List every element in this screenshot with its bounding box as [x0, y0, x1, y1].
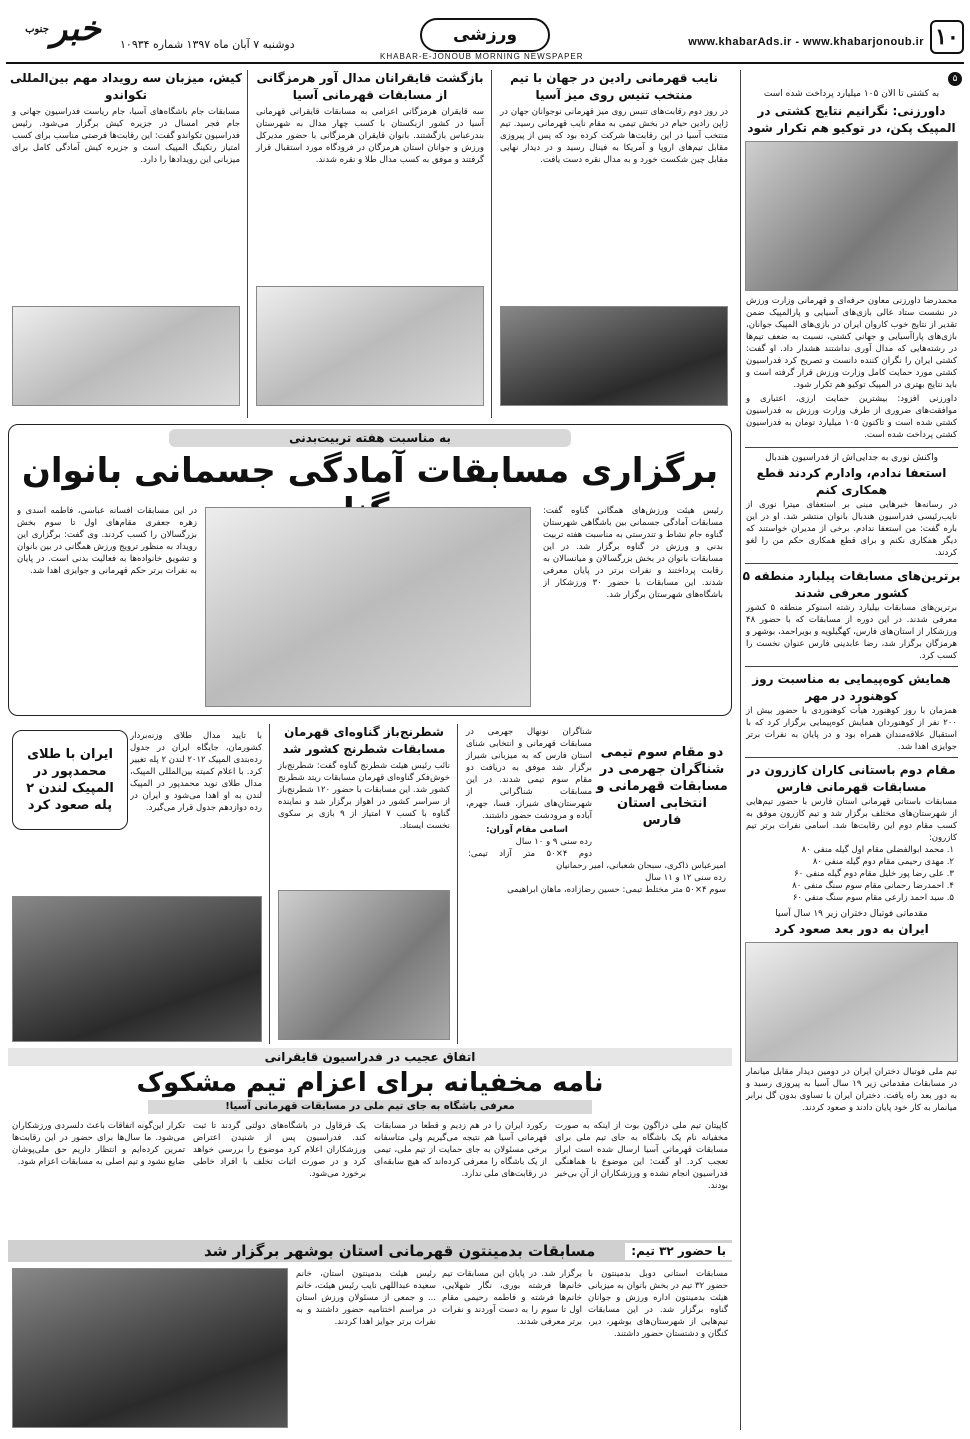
article-body: در این مسابقات افسانه عباسی، فاطمه اسدی و زهره جعفری مقام‌های اول تا سوم بخش بزرگسالان را کسب کردند. وی گفت: برگزاری این رویداد به منظور ترویج ورزش همگانی در بین بانوان و تشویق خانواده‌ها به فعالیت بدنی است. در پایان به نفرات برتر حکم قهرمانی و جوایزی اهدا شد.: [17, 506, 197, 576]
kicker: به کشتی تا الان ۱۰۵ میلیارد پرداخت شده است: [763, 89, 940, 99]
page-number: ۱۰: [930, 20, 964, 54]
taekwondo-photo: [12, 306, 240, 406]
headline: نامه مخفیانه برای اعزام تیم مشکوک: [136, 1068, 604, 1098]
fitness-competition-photo: [205, 507, 531, 707]
article-body: رئیس هیئت بدمینتون استان، خانم سعیده عبداللهی نایب رئیس هیئت، خانم ... و جمعی از مسئولان ورزش استان در مراسم اختتامیه حضور داشتند و به نفرات برتر جوایز اهدا کردند.: [296, 1269, 436, 1327]
article-body: مسابقات باستانی قهرمانی استان فارس با حضور تیم‌هایی از شهرستان‌های مختلف برگزار شد و تیم کازرون موفق به کسب مقام دوم این رقابت‌ها شد. اسامی نفرات برتر تیم کازرون:: [746, 797, 957, 843]
issue-date: دوشنبه ۷ آبان ماه ۱۳۹۷ شماره ۱۰۹۳۴: [120, 38, 295, 51]
headline: همایش کوه‌پیمایی به مناسبت روز کوهنورد در مهر: [752, 672, 951, 703]
article-body: سه قایقران هرمزگانی اعزامی به مسابقات قایقرانی قهرمانی آسیا در کشور ازبکستان با کسب چهار مدال به شهرستان بندرعباس بازگشتند. بانوان قایقران هرمزگانی با حضور مدیرکل ورزش و جوانان استان هرمزگان در فرودگاه مورد استقبال قرار گرفتند و موفق به کسب مدال طلا و نقره شدند.: [256, 107, 484, 165]
lead-headline: برگزاری مسابقات آمادگی جسمانی بانوان: [21, 451, 719, 491]
tennis-photo: [500, 306, 728, 406]
wrestling-photo: [745, 141, 958, 291]
badminton-banner: [8, 1240, 732, 1262]
badminton-story: [8, 1240, 732, 1432]
list-item: سوم ۴×۵۰ متر مختلط تیمی: حسین رضازاده، ماهان ابراهیمی: [507, 885, 726, 895]
weightlifting-title-box: [12, 730, 128, 830]
list-item: ۱. محمد ابوالفضلی مقام اول گیله منفی ۸۰: [801, 845, 954, 855]
article-weightlifting: [8, 724, 266, 1044]
article-body: محمدرضا داورزنی معاون حرفه‌ای و قهرمانی وزارت ورزش در نشست ستاد عالی بازی‌های آسیایی و پارالمپیک ضمن تقدیر از نتایج خوب کاروان ایران در بازی‌های المپیک جوانان، بازی‌های پاراآسیایی و جهانی کشتی، نسبت به ضعف تیم‌ها در رشته‌هایی که مدال آوری نداشتند هشدار داد. او گفت: کشتی ایران را نگران کننده دانست و تصریح کرد فدراسیون کشتی مورد حمایت کامل وزارت ورزش قرار گرفته است و باید نتایج بهتری در المپیک توکیو هم تکرار شود.: [746, 296, 957, 390]
headline: داورزنی: نگرانیم نتایج کشتی در المپیک پکن، در توکیو هم تکرار شود: [747, 104, 956, 135]
headline: نایب قهرمانی رادین در جهان با تیم منتخب تنیس روی میز آسیا: [510, 71, 718, 102]
badminton-player-photo: [12, 1268, 288, 1428]
article-body: کاپیتان تیم ملی دراگون بوت از اینکه به صورت مخفیانه نام یک باشگاه به جای تیم ملی برای مسابقات قهرمانی آسیا ارسال شده است ابراز تعجب کرد. او گفت: این موضوع با هماهنگی فدراسیون انجام نشده و ورزشکاران از آن بی‌خبر بودند.: [555, 1121, 728, 1191]
header-rule: [6, 62, 964, 64]
headline: ایران به دور بعد صعود کرد: [774, 922, 929, 936]
article-body: مسابقات استانی دوبل بدمینتون با حضور ۳۲ تیم در بخش بانوان به میزبانی هیئت بدمینتون اداره ورزش و جوانان گناوه برگزار شد. در این مسابقات تیم‌هایی از شهرستان‌های بوشهر، دیر، کنگان و دشتستان حضور داشتند.: [588, 1269, 728, 1339]
section-badge: ۵: [948, 72, 962, 86]
article-tennis: [496, 70, 732, 418]
newspaper-logo: [8, 10, 118, 48]
lead-kicker: به مناسبت هفته تربیت‌بدنی: [169, 429, 571, 447]
kicker: واکنش نوری به جدایی‌اش از فدراسیون هندبال: [765, 453, 938, 463]
article-body: در رسانه‌ها خبرهایی مبنی بر استعفای میترا نوری از نایب‌رئیسی فدراسیون هندبال بانوان منتشر شد. او در این باره گفت: من استعفا ندادم. برخی از مدیران خواستند که دیگر همکاری نکنم و برای قطع همکاری حکم من را لغو کردند.: [746, 500, 957, 558]
website-links[interactable]: www.khabarAds.ir - www.khabarjonoub.ir: [688, 36, 924, 48]
football-team-photo: [745, 942, 958, 1062]
kicker: اتفاق عجیب در فدراسیون قایقرانی: [8, 1048, 732, 1066]
article-body: داورزنی افزود: بیشترین حمایت ارزی، اعتباری و موافقت‌های ضروری از طرف وزارت ورزش به فدراسیون کشتی شده است و تاکنون ۱۰۵ میلیارد تومان به فدراسیون کشتی پرداخت شده است.: [746, 394, 957, 440]
subheadline: معرفی باشگاه به جای تیم ملی در مسابقات قهرمانی آسیا!: [148, 1100, 592, 1114]
winners-list: [741, 844, 962, 904]
rowing-letter-story: [8, 1048, 732, 1238]
list-item: ۴. احمدرضا رحمانی مقام سوم سنگ منفی ۸۰: [792, 881, 954, 891]
section-title: ورزشی: [420, 18, 550, 52]
article-body: نائب رئیس هیئت شطرنج گناوه گفت: شطرنج‌باز خوش‌فکر گناوه‌ای قهرمان مسابقات ریتد شطرنج کشور شد. این مسابقات با حضور ۱۲۰ شطرنج‌باز از سراسر کشور در اهواز برگزار شد و نماینده گناوه با کسب ۷ امتیاز از ۹ بازی بر سکوی نخست ایستاد.: [278, 761, 450, 831]
list-item: ۳. علی رضا پور خلیل مقام دوم گیله منفی ۶۰: [794, 869, 954, 879]
headline: مقام دوم باستانی کاران کازرون در مسابقات قهرمانی فارس: [747, 763, 956, 794]
story-columns: [8, 1116, 732, 1196]
article-body: در روز دوم رقابت‌های تنیس روی میز قهرمانی نوجوانان جهان در ژاپن رادین حیام در بخش تیمی به مقام نایب قهرمانی رسید. تیم منتخب آسیا در این رقابت‌ها شرکت کرده بود که پس از پیروزی مقابل تیم‌های اروپا و آمریکا به فینال رسید و در دیدار نهایی مقابل چین شکست خورد و به مدال نقره دست یافت.: [500, 107, 728, 165]
article-chess: [274, 724, 454, 1044]
lead-story: [8, 424, 732, 716]
logo-text: خبر: [50, 9, 101, 49]
article-body: رکورد ایران را در هم زدیم و قطعا در مسابقات قهرمانی آسیا هم نتیجه می‌گیریم ولی متاسفانه برخی مسئولان به جای حمایت از تیم ملی، تیمی از یک باشگاه را معرفی کرده‌اند که هیچ سابقه‌ای در رقابت‌های ملی ندارد.: [374, 1121, 547, 1179]
headline: بازگشت قایقرانان مدال آور هرمزگانی از مسابقات قهرمانی آسیا: [256, 71, 484, 102]
article-taekwondo: [8, 70, 244, 418]
weightlifter-photo: [12, 896, 262, 1042]
middle-row: [8, 724, 732, 1044]
headline: کیش، میزبان سه رویداد مهم بین‌المللی تکواندو: [9, 71, 243, 102]
article-body: همزمان با روز کوهنورد هیأت کوهنوردی با حضور بیش از ۲۰۰ نفر از کوهنوردان همایش کوه‌پیمایی برگزار کرد که با استقبال علاقه‌مندان همراه بود و در پایان به نفرات برتر جوایزی اهدا شد.: [746, 706, 957, 752]
article-body: برگزار شد. در پایان این مسابقات تیم خانم‌ها فرشته بوری، نگار شهلایی، خانم‌ها فرشته و فاطمه رحیمی مقام اول تا سوم را به دست آوردند و نفرات برتر معرفی شدند.: [442, 1269, 582, 1327]
article-body: مسابقات جام باشگاه‌های آسیا، جام ریاست فدراسیون جهانی و جام فجر امسال در جزیره کیش برگزار می‌شود. رئیس فدراسیون تکواندو گفت: این رقابت‌ها فرصتی مناسب برای کسب امتیاز رنکینگ المپیک است و جزیره کیش آمادگی کامل برای میزبانی این رویدادها را دارد.: [12, 107, 240, 165]
headline: استعفا ندادم، وادارم کردند قطع همکاری کنم: [756, 466, 947, 497]
article-rowing: [252, 70, 488, 418]
list-item: ۵. سید احمد زارعی مقام سوم سنگ منفی ۶۰: [792, 893, 954, 903]
article-body: تکرار این‌گونه اتفاقات باعث دلسردی ورزشکاران می‌شود. ما سال‌ها برای حضور در این رقابت‌ها تمرین کرده‌ایم و انتظار داریم حق ملی‌پوشان ضایع نشود و تیم اصلی به مسابقات اعزام شود.: [12, 1121, 185, 1167]
headline: برترین‌های مسابقات پیلبارد منطقه ۵ کشور معرفی شدند: [742, 569, 961, 600]
headline: شطرنج‌باز گناوه‌ای قهرمان مسابقات شطرنج کشور شد: [282, 725, 446, 756]
headline: ایران با طلای محمدپور در المپیک لندن ۲ پله صعود کرد: [26, 747, 114, 813]
rowing-team-photo: [256, 286, 484, 406]
kicker: با حضور ۳۲ تیم:: [625, 1243, 732, 1260]
right-column: [740, 70, 962, 1430]
headline: مسابقات بدمینتون قهرمانی استان بوشهر برگزار شد: [203, 1241, 596, 1260]
list-item: رده سنی ۹ و ۱۰ سال: [515, 837, 592, 847]
newspaper-subtitle: KHABAR-E-JONOUB MORNING NEWSPAPER: [380, 52, 584, 61]
article-body: تیم ملی فوتبال دختران ایران در دومین دیدار مقابل میانمار در مسابقات مقدماتی زیر ۱۹ سال آسیا به پیروزی رسید و به دور بعد راه یافت. دختران ایران با تساوی بدون گل برابر میانمار به کار خود پایان دادند و صعود کردند.: [746, 1067, 957, 1113]
list-item: ۲. مهدی رحیمی مقام دوم گیله منفی ۸۰: [812, 857, 954, 867]
chess-player-photo: [278, 890, 450, 1040]
headline: دو مقام سوم تیمی شناگران جهرمی در مسابقات قهرمانی و انتخابی استان فارس: [596, 745, 728, 828]
article-body: رئیس هیئت ورزش‌های همگانی گناوه گفت: مسابقات آمادگی جسمانی بین باشگاهی شهرستان گناوه جام نشاط و تندرستی به مناسبت هفته تربیت بدنی و ورزش در گناوه برگزار شد. در این مسابقات بانوان در بخش بزرگسالان و میانسالان به رقابت پرداختند و نفرات برتر در پایان معرفی شدند. این مسابقات با حضور ۳۰ ورزشکار از باشگاه‌های شهرستان برگزار شد.: [543, 506, 723, 600]
list-item: رده سنی ۱۲ و ۱۱ سال: [645, 873, 726, 883]
kicker: مقدماتی فوتبال دختران زیر ۱۹ سال آسیا: [775, 909, 928, 919]
list-item: دوم ۴×۵۰ متر آزاد تیمی: امیرعباس ذاکری، سبحان شعبانی، امیر رحمانیان: [468, 849, 726, 871]
logo-small: جنوب: [25, 23, 49, 35]
top-articles: [8, 70, 732, 418]
list-title: اسامی مقام آوران:: [486, 825, 568, 835]
article-body: با تایید مدال طلای وزنه‌بردار کشورمان، جایگاه ایران در جدول رده‌بندی المپیک ۲۰۱۲ لندن ۲ پله تغییر کرد. با اعلام کمیته بین‌المللی المپیک، مدال طلای نوید محمدپور در المپیک لندن به او اهدا می‌شود و ایران در رده دوازدهم جدول قرار می‌گیرد.: [130, 731, 262, 813]
article-body: یک قرقاول در باشگاه‌های دولتی گردند تا ثبت کند. فدراسیون پس از شنیدن اعتراض ورزشکاران اعلام کرد موضوع را بررسی خواهد کرد و در صورت اثبات تخلف با افراد خاطی برخورد می‌شود.: [193, 1121, 366, 1179]
article-body: برترین‌های مسابقات بیلیارد رشته اسنوکر منطقه ۵ کشور معرفی شدند. در این دوره از مسابقات که با حضور ۴۸ ورزشکار از استان‌های فارس، کهگیلویه و بویراحمد، بوشهر و هرمزگان برگزار شد، رضا عابدینی فارس عنوان نخست را کسب کرد.: [746, 603, 957, 661]
article-swimming: [462, 724, 732, 1044]
article-body: شناگران نونهال جهرمی در مسابقات قهرمانی و انتخابی شنای استان فارس که به میزبانی شیراز برگزار شد موفق به دریافت دو مقام سوم تیمی شدند. در این مسابقات شناگرانی از شهرستان‌های شیراز، فسا، جهرم، آباده و مرودشت حضور داشتند.: [466, 727, 592, 821]
